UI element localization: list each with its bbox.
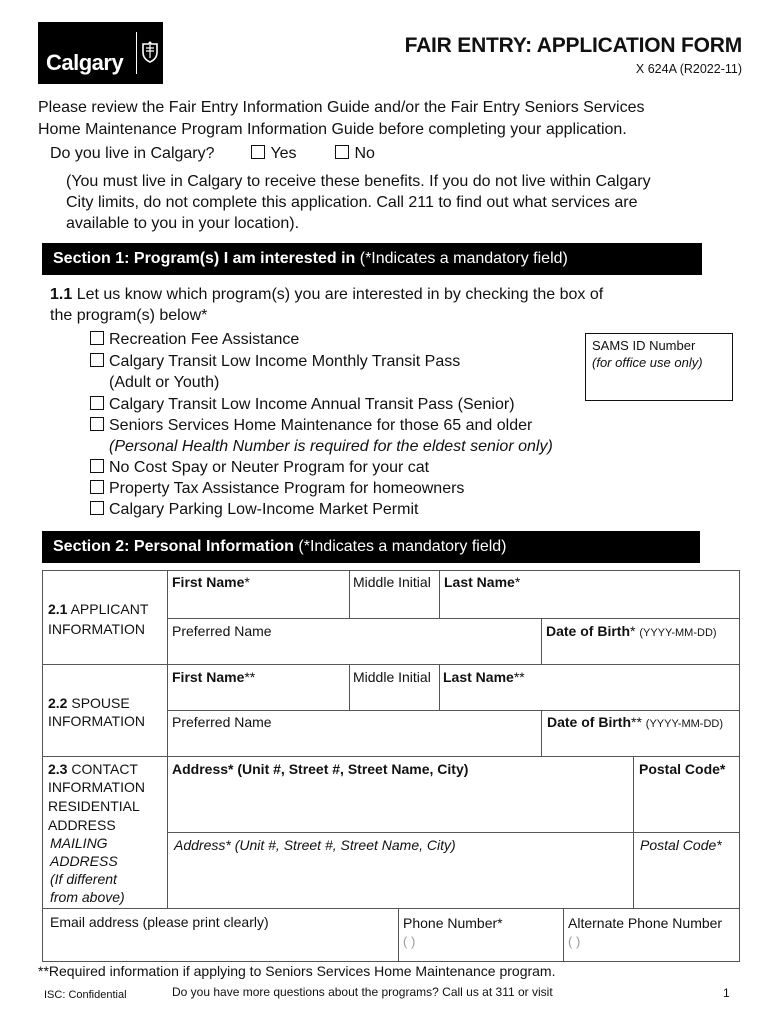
mailing-label-2: ADDRESS [50,853,118,869]
contact-label-1: CONTACT [67,761,138,777]
no-label: No [354,145,375,162]
spouse-preferred-name-field[interactable]: Preferred Name [172,714,272,730]
spouse-label-2: INFORMATION [48,713,145,729]
sams-id-label: SAMS ID Number [592,338,696,353]
required-note: **Required information if applying to Seniors Services Home Maintenance program. [38,963,556,979]
program-annual-transit[interactable] [90,394,515,416]
dob-format: (YYYY-MM-DD) [645,718,724,730]
mailing-postal-code-field[interactable]: Postal Code* [640,837,722,853]
program-checkbox[interactable] [90,501,104,515]
questions-note: Do you have more questions about the programs? Call us at 311 or visit [172,985,553,999]
required-mark: * [514,574,521,590]
first-name-label: First Name [172,669,245,685]
mailing-address-field[interactable]: Address* (Unit #, Street #, Street Name, City) [174,837,456,853]
logo-wordmark: Calgary [46,50,124,75]
calgary-logo [38,22,163,84]
program-checkbox[interactable] [90,353,104,367]
program-label: Recreation Fee Assistance [109,331,300,348]
residential-postal-code-field[interactable]: Postal Code* [639,761,726,777]
spouse-label [48,694,130,712]
applicant-dob-field[interactable] [546,622,717,642]
last-name-label: Last Name [444,574,515,590]
contact-label-3: RESIDENTIAL [48,798,140,814]
confidential-label: ISC: Confidential [44,989,127,1001]
applicant-preferred-name-field[interactable]: Preferred Name [172,623,272,639]
section-2-title: Section 2: Personal Information [53,538,294,555]
spouse-number: 2.2 [48,695,68,711]
logo-divider [136,32,137,74]
alt-phone-area-code: ( ) [568,934,581,949]
section-2-note: (*Indicates a mandatory field) [298,538,507,555]
section-2-header [42,531,700,563]
question-1-1-text-2: the program(s) below* [50,307,208,324]
program-label: No Cost Spay or Neuter Program for your cat [109,459,430,476]
section-1-header [42,243,702,275]
required-mark: ** [631,714,642,730]
yes-checkbox[interactable] [251,145,265,159]
program-monthly-transit[interactable] [90,351,460,373]
dob-format: (YYYY-MM-DD) [639,627,717,639]
question-1-1 [50,284,603,306]
mailing-label-1: MAILING [50,835,108,851]
required-mark: * [630,623,636,639]
form-title: FAIR ENTRY: APPLICATION FORM [404,34,742,57]
page-number: 1 [723,986,730,1000]
program-label: Calgary Transit Low Income Monthly Transit Pass [109,353,461,370]
program-parking-permit[interactable] [90,499,418,521]
residency-note-1: (You must live in Calgary to receive these benefits. If you do not live within Calgary [66,173,651,190]
mailing-label-4: from above) [50,889,125,905]
required-mark: * [244,574,250,590]
live-in-calgary-question [50,143,375,165]
required-mark: ** [513,669,525,685]
program-checkbox[interactable] [90,396,104,410]
applicant-middle-initial-field[interactable]: Middle Initial [353,574,431,590]
spouse-dob-field[interactable] [547,713,723,733]
program-monthly-transit-note: (Adult or Youth) [109,374,220,391]
applicant-label-2: INFORMATION [48,621,145,637]
program-checkbox[interactable] [90,459,104,473]
office-use-note: (for office use only) [592,355,703,370]
program-checkbox[interactable] [90,331,104,345]
intro-line-2: Home Maintenance Program Information Guide before completing your application. [38,121,627,138]
applicant-last-name-field[interactable] [444,573,520,591]
program-checkbox[interactable] [90,417,104,431]
intro-line-1: Please review the Fair Entry Information Guide and/or the Fair Entry Seniors Services [38,99,645,116]
applicant-first-name-field[interactable] [172,573,250,591]
first-name-label: First Name [172,574,245,590]
alt-phone-field[interactable]: Alternate Phone Number [568,915,723,931]
residential-address-field[interactable]: Address* (Unit #, Street #, Street Name, City) [172,761,469,777]
mailing-label-3: (If different [50,871,117,887]
contact-number: 2.3 [48,761,68,777]
question-1-1-number: 1.1 [50,286,73,303]
form-number: X 624A (R2022-11) [635,62,742,76]
dob-label: Date of Birth [547,714,631,730]
program-label: Calgary Parking Low-Income Market Permit [109,501,419,518]
residency-note-2: City limits, do not complete this application. Call 211 to find out what services are [66,194,638,211]
spouse-label-1: SPOUSE [67,695,130,711]
yes-label: Yes [270,145,297,162]
applicant-label [48,600,148,618]
contact-label-2: INFORMATION [48,779,145,795]
no-checkbox[interactable] [335,145,349,159]
contact-label [48,760,138,778]
phone-area-code: ( ) [403,934,416,949]
last-name-label: Last Name [443,669,514,685]
applicant-number: 2.1 [48,601,68,617]
program-label: Property Tax Assistance Program for homeowners [109,480,465,497]
spouse-middle-initial-field[interactable]: Middle Initial [353,669,431,685]
contact-label-4: ADDRESS [48,817,116,833]
required-mark: ** [244,669,256,685]
program-checkbox[interactable] [90,480,104,494]
phone-field[interactable]: Phone Number* [403,915,503,931]
city-crest-icon [140,41,160,68]
spouse-first-name-field[interactable] [172,668,255,686]
question-1-1-text: Let us know which program(s) you are interested in by checking the box of [72,286,604,303]
program-spay-neuter[interactable] [90,457,429,479]
question-text: Do you live in Calgary? [50,145,215,162]
program-home-maintenance[interactable] [90,415,532,437]
email-field[interactable]: Email address (please print clearly) [50,914,269,930]
dob-label: Date of Birth [546,623,630,639]
residency-note-3: available to you in your location). [66,215,300,232]
section-1-note: (*Indicates a mandatory field) [359,250,568,267]
program-recreation[interactable] [90,329,299,351]
program-label: Calgary Transit Low Income Annual Transit Pass (Senior) [109,396,515,413]
section-1-title: Section 1: Program(s) I am interested in [53,250,356,267]
spouse-last-name-field[interactable] [443,668,525,686]
program-home-maintenance-note: (Personal Health Number is required for the eldest senior only) [109,438,553,455]
program-property-tax[interactable] [90,478,464,500]
program-label: Seniors Services Home Maintenance for those 65 and older [109,417,533,434]
office-use-box [585,333,733,401]
applicant-label-1: APPLICANT [67,601,149,617]
